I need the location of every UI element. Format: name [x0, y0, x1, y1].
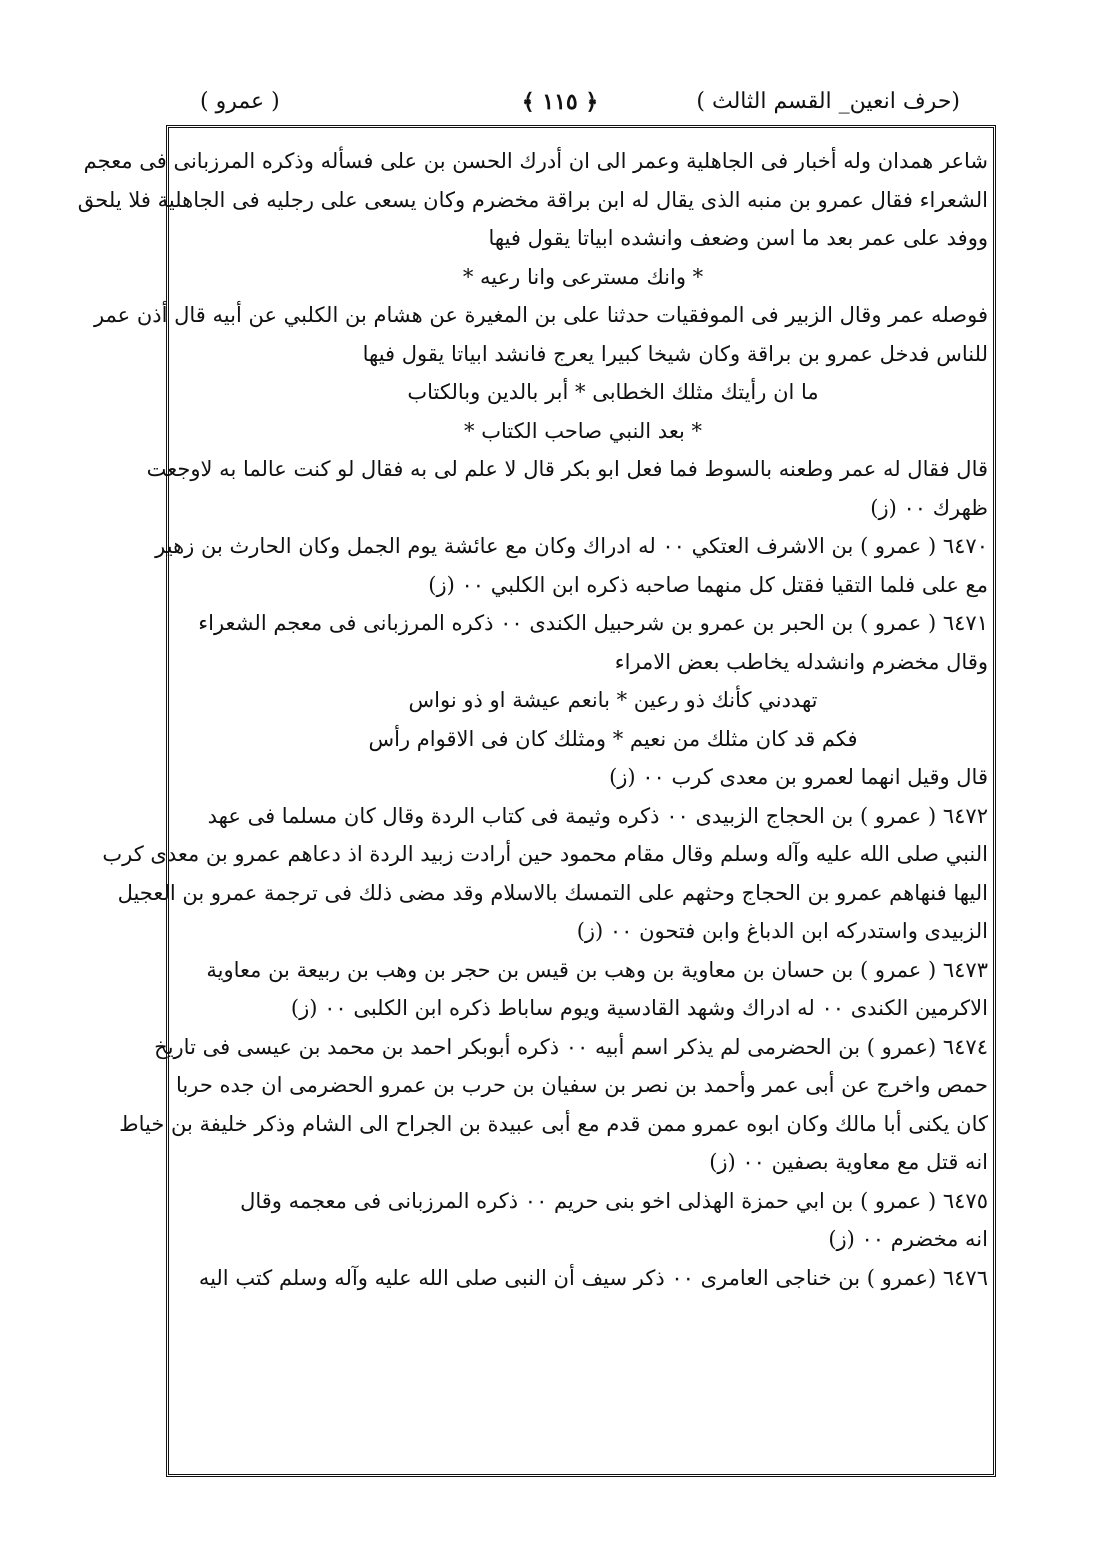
text-line: انه قتل مع معاوية بصفين ٠٠ (ز) — [709, 1150, 988, 1174]
text-line: الاكرمين الكندى ٠٠ له ادراك وشهد القادسية ويوم ساباط ذكره ابن الكلبى ٠٠ (ز) — [290, 996, 988, 1020]
page-body — [77, 142, 988, 1297]
text-line: الزبيدى واستدركه ابن الدباغ وابن فتحون ٠٠ (ز) — [576, 919, 988, 943]
verse-line: * وانك مسترعى وانا رعيه * — [462, 264, 704, 289]
entry-heading-line: ٦٤٧٣ ( عمرو ) بن حسان بن معاوية بن وهب بن قيس بن حجر بن وهب بن ربيعة بن معاوية — [206, 957, 988, 982]
entry-heading-line: ٦٤٧٤ (عمرو ) بن الحضرمى لم يذكر اسم أبيه ٠٠ ذكره أبوبكر احمد بن محمد بن عيسى فى تاريخ — [154, 1034, 988, 1059]
verse-line: * بعد النبي صاحب الكتاب * — [464, 418, 702, 443]
verse-line: ما ان رأيتك مثلك الخطابى * أبر بالدين وبالكتاب — [407, 380, 819, 404]
text-line: كان يكنى أبا مالك وكان ابوه عمرو ممن قدم مع أبى عبيدة بن الجراح الى الشام وذكر خليفة بن خياط — [119, 1111, 988, 1136]
page-number: ﴿ ١١٥ ﴾ — [521, 89, 599, 115]
text-line: مع على فلما التقيا فقتل كل منهما صاحبه ذكره ابن الكلبي ٠٠ (ز) — [428, 572, 988, 597]
text-line: النبي صلى الله عليه وآله وسلم وقال مقام محمود حين أرادت زبيد الردة اذ دعاهم عمرو بن معدى كرب — [102, 842, 988, 866]
verse-line: تهددني كأنك ذو رعين * بانعم عيشة او ذو نواس — [408, 688, 818, 712]
text-line: الشعراء فقال عمرو بن منبه الذى يقال له ابن براقة مخضرم وكان يسعى على رجليه فى الجاهلية فلا يلحق — [77, 187, 988, 212]
text-line: للناس فدخل عمرو بن براقة وكان شيخا كبيرا يعرج فانشد ابياتا يقول فيها — [362, 341, 988, 366]
entry-heading-line: ٦٤٧٠ ( عمرو ) بن الاشرف العتكي ٠٠ له ادراك وكان مع عائشة يوم الجمل وكان الحارث بن زهير — [155, 534, 988, 558]
text-line: قال فقال له عمر وطعنه بالسوط فما فعل ابو بكر قال لا علم لى به فقال لو كنت عالما به لاوجعت — [146, 457, 988, 481]
header-section-title: (حرف انعين_ القسم الثالث ) — [696, 89, 960, 114]
text-line: حمص واخرج عن أبى عمر وأحمد بن نصر بن سفيان بن حرب بن عمرو الحضرمى ان جده حربا — [176, 1073, 988, 1097]
text-line: اليها فنهاهم عمرو بن الحجاج وحثهم على التمسك بالاسلام وقد مضى ذلك فى ترجمة عمرو بن العجيل — [117, 880, 988, 905]
text-line: ووفد على عمر بعد ما اسن وضعف وانشده ابياتا يقول فيها — [488, 226, 988, 250]
verse-line: فكم قد كان مثلك من نعيم * ومثلك كان فى الاقوام رأس — [368, 726, 858, 751]
entry-heading-line: ٦٤٧٥ ( عمرو ) بن ابي حمزة الهذلى اخو بنى حريم ٠٠ ذكره المرزبانى فى معجمه وقال — [240, 1188, 988, 1213]
text-line: وقال مخضرم وانشدله يخاطب بعض الامراء — [614, 649, 988, 674]
entry-heading-line: ٦٤٧٦ (عمرو ) بن خناجى العامرى ٠٠ ذكر سيف أن النبى صلى الله عليه وآله وسلم كتب اليه — [198, 1265, 988, 1290]
entry-heading-line: ٦٤٧١ ( عمرو ) بن الحبر بن عمرو بن شرحبيل الكندى ٠٠ ذكره المرزبانى فى معجم الشعراء — [198, 611, 988, 635]
header-running-title: ( عمرو ) — [200, 89, 280, 114]
text-line: انه مخضرم ٠٠ (ز) — [828, 1227, 988, 1251]
entry-heading-line: ٦٤٧٢ ( عمرو ) بن الحجاج الزبيدى ٠٠ ذكره وثيمة فى كتاب الردة وقال كان مسلما فى عهد — [207, 803, 988, 828]
text-line: قال وقيل انهما لعمرو بن معدى كرب ٠٠ (ز) — [609, 765, 988, 789]
text-line: شاعر همدان وله أخبار فى الجاهلية وعمر الى ان أدرك الحسن بن على فسأله وذكره المرزبانى فى معجم — [83, 149, 988, 173]
page-header — [160, 82, 960, 122]
text-line: فوصله عمر وقال الزبير فى الموفقيات حدثنا على بن المغيرة عن هشام بن الكلبي عن أبيه قال أذن عمر — [93, 303, 988, 327]
text-line: ظهرك ٠٠ (ز) — [870, 495, 988, 520]
